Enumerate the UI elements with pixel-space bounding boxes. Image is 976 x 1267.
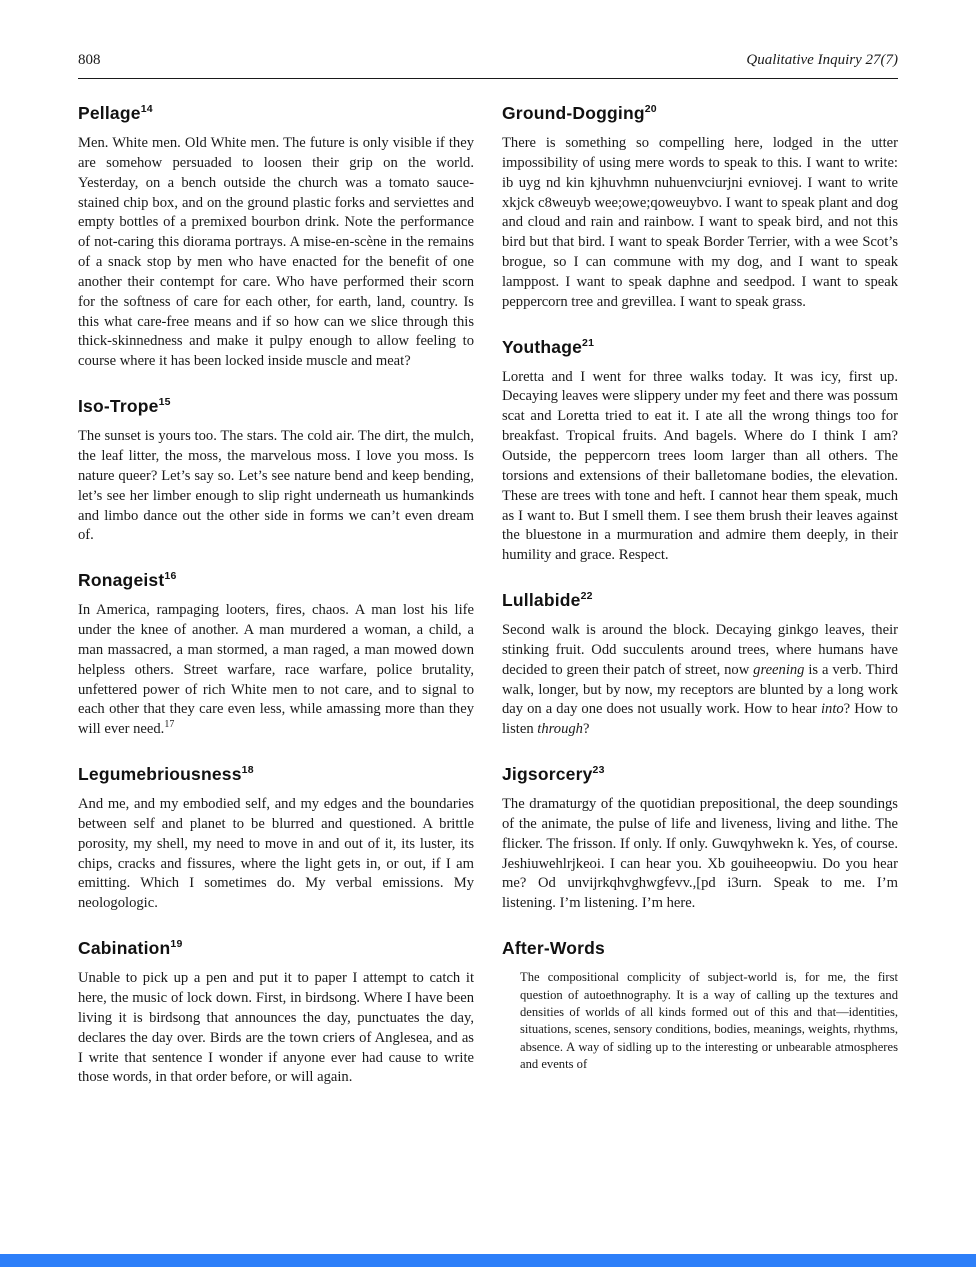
section-body: Unable to pick up a pen and put it to paper I attempt to catch it here, the music of lock down. First, in birdsong. Where I have been living it is birdsong that announces the day, punctuates the day, declares the day over. Birds are the town criers of Anglesea, and as I write that sentence I wonder if anyone ever had cause to write those words, in that order before, or will again. [78,970,474,1086]
heading-footnote-number: 21 [582,336,595,349]
section-heading [502,103,898,124]
heading-text: Pellage [78,103,141,123]
heading-text: Youthage [502,336,583,357]
section-body: In America, rampaging looters, fires, chaos. A man lost his life under the knee of another. A man murdered a woman, a child, a man massacred, a man stormed, a man raged, a man mowed down helpless others. Street warfare, race warfare, police brutality, unfettered power of rich White men to not care, and to signal to each other that they care even less, while amassing more than they will ever need.$^{17}$ [78,602,474,738]
heading-text: Lullabide [502,590,581,611]
heading-text: Iso-Trope [78,396,159,417]
heading-footnote-number: 20 [644,103,657,116]
section-heading [502,938,898,959]
section-body: The sunset is yours too. The stars. The cold air. The dirt, the mulch, the leaf litter, the moss, the marvelous moss. I love you moss. Is nature queer? Let’s say so. Let’s see nature bend and keep bending, let’s see her limber enough to slip right underneath us humankinds and limbo dance out the other side in forms we can’t even dream of. [78,428,474,544]
heading-footnote-number: 23 [592,764,605,777]
section-body: Men. White men. Old White men. The future is only visible if they are somehow persuaded to loosen their grip on the world. Yesterday, on a bench outside the church was a tomato sauce-stained chip box, and on the ground plastic forks and serviettes and empty bottles of a premixed bourbon drink. Note the performance of not-caring this diorama portrays. A mise-en-scène in the remains of a snack stop by men who have enacted for the benefit of one another their contempt for care. Who have performed their scorn for the softness of care for each other, for earth, land, country. Is this what care-free means and if so how can we slice through this thick-skinnedness and make it pulpy enough to allow feeling to course where it has been locked inside muscle and meat? [78,135,474,370]
section-heading [502,764,898,785]
heading-text: Ground-Dogging [502,103,645,123]
section-heading [78,396,474,417]
two-column-content [78,101,898,1088]
section-after-words [502,938,898,1073]
journal-title: Qualitative Inquiry 27(7) [746,52,898,68]
heading-footnote-number: 14 [140,103,153,116]
section-body: Second walk is around the block. Decaying ginkgo leaves, their stinking fruit. Odd succulents around trees, where humans have decided to green their patch of street, now greening is a verb. Third walk, longer, but by now, my receptors are blunted by a long work day on a day one does not usually work. How to hear into? How to listen through? [502,622,898,738]
section-heading [78,764,474,785]
section-heading [502,337,898,358]
right-column [502,101,898,1088]
section-heading [78,570,474,591]
running-head [78,52,898,79]
section [502,103,898,313]
heading-text: Legumebriousness [78,764,242,785]
heading-text: Ronageist [78,570,165,591]
section-body: There is something so compelling here, lodged in the utter impossibility of using mere words to speak to this. I want to write: ib uyg nd kin kjhuvhmn nuhuenvciurjni evniovej. I want to write xkjck c8weuyb wee;owe;qoweuybvo. I want to speak plant and dog and cloud and rain and rainbow. I want to speak bird, and not this bird but that bird. I want to speak Border Terrier, with a wee Scot’s brogue, so I can commune with my dog, and I want to speak lamppost. I want to speak daphne and seedpod. I want to speak peppercorn tree and grevillea. I want to speak grass. [502,135,898,310]
heading-footnote-number: 22 [580,590,593,603]
section-heading [78,103,474,124]
section [502,764,898,914]
section [502,337,898,566]
section [78,103,474,372]
heading-text: Jigsorcery [502,764,593,785]
left-column [78,101,474,1088]
section-heading [502,590,898,611]
section [78,764,474,914]
section-body: The dramaturgy of the quotidian prepositional, the deep soundings of the animate, the pulse of life and liveness, living and lithe. The flicker. The frisson. If only. If only. Guwqyhwekn k. Yes, of course. Jeshiuwehlrjkeoi. I can hear you. Xb gouiheeopwiu. Do you hear me? Od unvijrkqhvghwgfevv.,[pd i3urn. Speak to me. I’m listening. I’m listening. I’m here. [502,796,898,912]
heading-footnote-number: 15 [158,396,171,409]
page-number: 808 [78,52,101,68]
section [78,396,474,546]
section [78,570,474,740]
section-body: The compositional complicity of subject-world is, for me, the first question of autoethnography. It is a way of calling up the textures and densities of worlds of all kinds formed out of this and that—identities, situations, scenes, sensory conditions, bodies, meanings, weights, rhythms, absence. A way of sidling up to the interesting or unbearable atmospheres and events of [520,970,898,1072]
heading-text: Cabination [78,938,171,959]
section-heading [78,938,474,959]
bottom-blue-bar [0,1254,976,1267]
section [502,590,898,740]
heading-footnote-number: 16 [164,570,177,583]
section-body: Loretta and I went for three walks today. It was icy, first up. Decaying leaves were slippery under my feet and there was possum scat and Loretta tried to eat it. I ate all the wrong things too for breakfast. Tropical fruits. And bagels. Where do I think I am? Outside, the peppercorn trees loom larger than all others. The torsions and extensions of their balletomane bodies, the elevation. These are trees with tone and heft. I cannot hear them speak, much as I want to. But I smell them. I see them brush their leaves against the bluestone in a murmuration and admire them deeply, in their humility and grace. Respect. [502,368,898,564]
heading-footnote-number: 18 [241,764,254,777]
section-body: And me, and my embodied self, and my edges and the boundaries between self and planet to be blurred and questioned. A brittle porosity, my shell, my need to move in and out of it, its luster, its chips, cracks and fissures, where the light gets in, or out, if I am emitting. Which I sometimes do. My verbal emissions. My neologologic. [78,796,474,912]
section [78,938,474,1088]
heading-footnote-number: 19 [170,938,183,951]
heading-text: After-Words [502,938,605,959]
